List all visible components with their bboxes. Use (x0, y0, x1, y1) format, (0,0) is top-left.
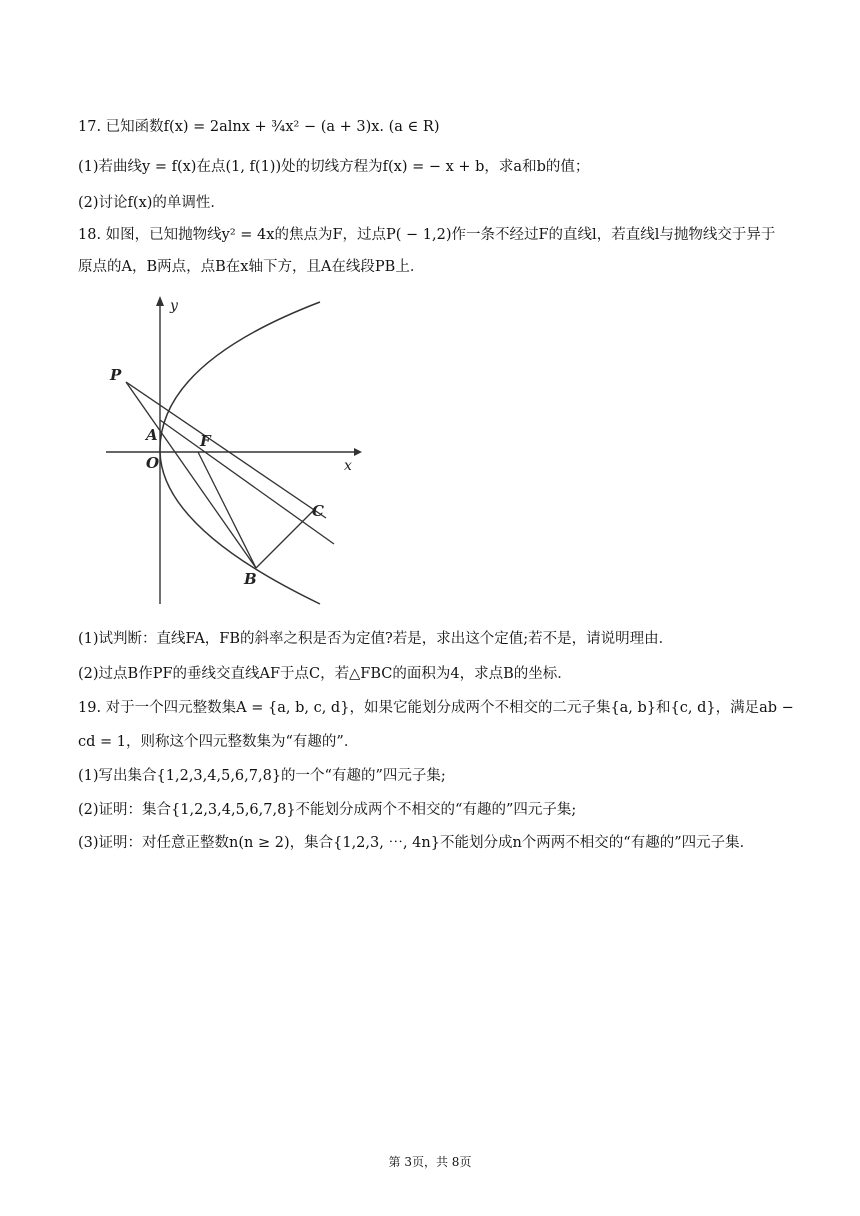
label-b: B (244, 570, 257, 588)
label-x: x (344, 458, 352, 474)
parabola-figure (98, 292, 368, 612)
label-o: O (146, 454, 160, 472)
q19-part3: (3)证明：对任意正整数n(n ≥ 2)，集合{1,2,3, ⋯, 4n}不能划分成n个两两不相交的“有趣的”四元子集． (78, 835, 755, 851)
q19-part1: (1)写出集合{1,2,3,4,5,6,7,8}的一个“有趣的”四元子集; (78, 768, 446, 784)
y-axis-arrow (156, 296, 164, 306)
q19-part2: (2)证明：集合{1,2,3,4,5,6,7,8}不能划分成两个不相交的“有趣的”四元子集; (78, 802, 577, 818)
label-c: C (312, 502, 324, 520)
parabola-curve (160, 302, 320, 604)
label-p: P (110, 366, 122, 384)
q18-stem-line1: 18. 如图，已知抛物线y² = 4x的焦点为F，过点P( − 1,2)作一条不经过F的直线l，若直线l与抛物线交于异于 (78, 227, 776, 243)
q19-stem-line2: cd = 1，则称这个四元整数集为“有趣的”． (78, 734, 359, 750)
label-y: y (170, 298, 178, 314)
label-a: A (146, 426, 158, 444)
line-pf-extended (126, 382, 326, 518)
line-bc (256, 510, 314, 568)
q17-stem: 17. 已知函数f(x) = 2alnx + ¾x² − (a + 3)x. (a ∈ R) (78, 119, 440, 135)
q19-stem-line1: 19. 对于一个四元整数集A = {a, b, c, d}，如果它能划分成两个不相交的二元子集{a, b}和{c, d}，满足ab − (78, 700, 794, 716)
q18-part1: (1)试判断：直线FA，FB的斜率之积是否为定值?若是，求出这个定值;若不是，请说明理由． (78, 631, 674, 647)
page-footer: 第 3页，共 8页 (388, 1155, 472, 1169)
q18-stem-line2: 原点的A，B两点，点B在x轴下方，且A在线段PB上． (78, 259, 425, 275)
x-axis-arrow (354, 448, 362, 456)
label-f: F (200, 432, 211, 450)
line-af-extended (160, 420, 334, 544)
q17-part1: (1)若曲线y = f(x)在点(1, f(1))处的切线方程为f(x) = − x + b，求a和b的值； (78, 159, 590, 175)
q18-part2: (2)过点B作PF的垂线交直线AF于点C，若△FBC的面积为4，求点B的坐标． (78, 666, 572, 682)
q17-part2: (2)讨论f(x)的单调性． (78, 195, 225, 211)
